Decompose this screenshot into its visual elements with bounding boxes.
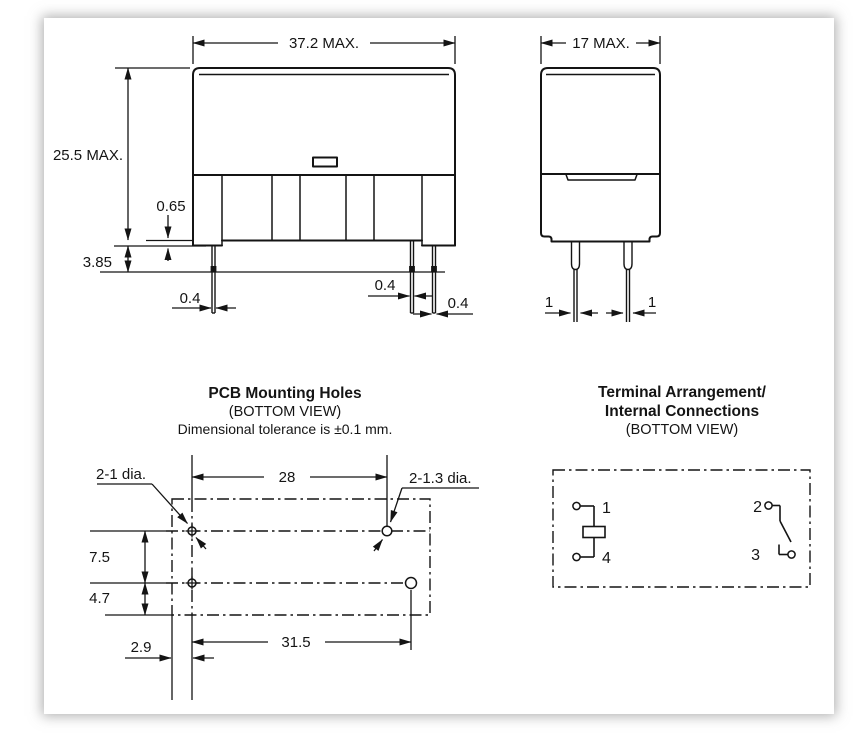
pcb-title: PCB Mounting Holes (208, 385, 362, 402)
leader-arrow (152, 484, 188, 524)
terminal-3-contact (788, 551, 795, 558)
switch-blade (780, 521, 791, 542)
terminal-2-contact (765, 502, 772, 509)
front-pin-3 (431, 246, 437, 314)
coil-symbol (583, 527, 605, 538)
terminal-pin4-label: 4 (602, 550, 611, 567)
mounting-hole-large (406, 578, 417, 589)
side-pin-width-label-2: 1 (647, 294, 657, 311)
front-height-label: 25.5 MAX. (52, 147, 123, 164)
pcb-tolerance-note: Dimensional tolerance is ±0.1 mm. (177, 421, 393, 437)
relay-front-view (53, 35, 473, 314)
terminal-title-line2: Internal Connections (604, 403, 760, 420)
coil-circuit (573, 502, 605, 560)
leader-arrow (374, 540, 383, 552)
case-shelf-line (566, 175, 637, 181)
terminal-title-line1: Terminal Arrangement/ (598, 384, 766, 401)
terminal-pin3-label: 3 (751, 547, 760, 564)
relay-outline-dashed (553, 470, 810, 587)
front-pin-width-label-3: 0.4 (447, 295, 469, 312)
terminal-1-contact (573, 502, 580, 509)
front-pin-width-label-2: 0.4 (374, 277, 396, 294)
terminal-pin2-label: 2 (753, 499, 762, 516)
side-pin-1 (572, 242, 580, 323)
base-rib-lines (222, 175, 422, 245)
pcb-mounting-holes-section (89, 385, 479, 700)
terminal-4-contact (573, 553, 580, 560)
pcb-hole-small-label: 2-1 dia. (96, 466, 147, 483)
pcb-bottom-gap-label: 4.7 (89, 590, 110, 607)
pcb-view-label: (BOTTOM VIEW) (228, 404, 342, 420)
front-pin-2 (409, 241, 415, 314)
pcb-pitch-top-label: 28 (278, 469, 296, 486)
side-width-label: 17 MAX. (572, 35, 630, 52)
pcb-row-gap-label: 7.5 (89, 549, 110, 566)
pcb-pitch-bottom-label: 31.5 (281, 634, 311, 651)
mounting-hole-large (382, 526, 392, 536)
relay-side-view (541, 35, 660, 322)
front-pin-1 (211, 246, 217, 314)
switch-circuit (765, 502, 795, 558)
terminal-arrangement-section (553, 384, 810, 587)
terminal-view-label: (BOTTOM VIEW) (625, 422, 739, 438)
leader-arrow (196, 538, 206, 550)
front-standoff-label: 0.65 (156, 198, 186, 215)
relay-side-outline (541, 68, 660, 242)
pcb-edge-offset-label: 2.9 (130, 639, 152, 656)
front-pin-seating-label: 3.85 (82, 254, 112, 271)
side-pin-width-label-1: 1 (544, 294, 554, 311)
side-pin-2 (624, 242, 632, 323)
pcb-hole-large-label: 2-1.3 dia. (409, 470, 472, 487)
terminal-pin1-label: 1 (602, 500, 611, 517)
front-pin-width-label-1: 0.4 (179, 290, 201, 307)
case-slot (313, 158, 337, 167)
leader-arrow (391, 488, 403, 522)
relay-footprint-outline (172, 499, 430, 615)
front-width-label: 37.2 MAX. (288, 35, 360, 52)
